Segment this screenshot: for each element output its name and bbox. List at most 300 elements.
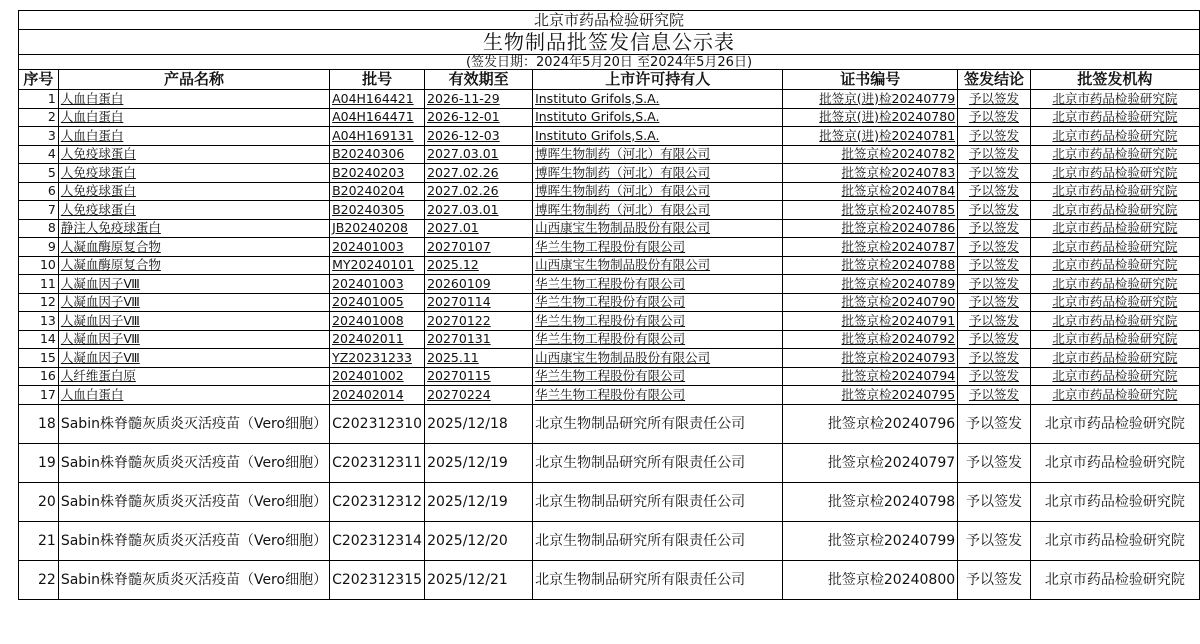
cell-conclusion: 予以签发: [958, 482, 1031, 521]
cell-holder: [533, 90, 783, 109]
cell-agency: [1030, 182, 1199, 201]
cell-cert-text: 批签京检20240782: [841, 146, 956, 161]
table-row: [19, 201, 1200, 220]
cell-cert-text: 批签京检20240792: [841, 331, 956, 346]
cell-product-name: [58, 330, 329, 349]
cell-batch-text: MY20240101: [332, 257, 415, 272]
cell-seq: 15: [19, 349, 59, 368]
cell-batch-text: A04H169131: [332, 127, 414, 143]
cell-product-name-text: 人血白蛋白: [60, 386, 124, 402]
cell-cert: 批签京检20240799: [783, 521, 958, 560]
cell-expiry: [425, 164, 533, 183]
cell-expiry: [425, 256, 533, 275]
cell-holder: [533, 219, 783, 238]
cell-product-name-text: 人血白蛋白: [60, 127, 124, 143]
cell-agency: [1030, 145, 1199, 164]
cell-agency: [1030, 293, 1199, 312]
cell-batch-text: B20240204: [332, 183, 405, 198]
cell-expiry-text: 2027.02.26: [427, 183, 499, 198]
cell-agency-text: 北京市药品检验研究院: [1052, 331, 1178, 346]
cell-expiry: 2025/12/21: [425, 560, 533, 599]
cell-agency: [1030, 386, 1199, 405]
cell-agency-text: 北京市药品检验研究院: [1052, 183, 1178, 198]
cell-cert-text: 批签京检20240783: [841, 164, 956, 180]
cell-cert-text: 批签京检20240785: [841, 201, 956, 217]
cell-expiry: 2025/12/19: [425, 443, 533, 482]
cell-cert: [783, 219, 958, 238]
cell-cert: [783, 90, 958, 109]
batch-release-table: [18, 10, 1200, 600]
cell-cert-text: 批签京检20240784: [841, 183, 956, 198]
cell-conclusion: [958, 312, 1031, 331]
cell-agency-text: 北京市药品检验研究院: [1052, 201, 1178, 217]
cell-agency: [1030, 367, 1199, 386]
cell-cert-text: 批签京检20240795: [841, 386, 956, 402]
cell-product-name-text: 人免疫球蛋白: [60, 164, 136, 180]
table-row: [19, 349, 1200, 368]
cell-product-name: [58, 108, 329, 127]
cell-seq: 8: [19, 219, 59, 238]
cell-expiry: [425, 293, 533, 312]
cell-batch-text: A04H164471: [332, 109, 414, 124]
cell-seq: 13: [19, 312, 59, 331]
cell-product-name: [58, 349, 329, 368]
cell-expiry: [425, 386, 533, 405]
cell-expiry-text: 20260109: [427, 275, 491, 291]
cell-conclusion-text: 予以签发: [968, 275, 1019, 291]
cell-cert: 批签京检20240800: [783, 560, 958, 599]
cell-product-name-text: 人凝血酶原复合物: [60, 238, 161, 254]
cell-batch: [330, 145, 425, 164]
cell-cert: [783, 386, 958, 405]
cell-agency-text: 北京市药品检验研究院: [1052, 146, 1178, 161]
col-header-product: 产品名称: [58, 70, 329, 90]
cell-holder-text: 山西康宝生物制品股份有限公司: [535, 257, 711, 272]
cell-agency: [1030, 219, 1199, 238]
cell-batch: [330, 386, 425, 405]
cell-holder-text: 华兰生物工程股份有限公司: [535, 331, 686, 346]
cell-conclusion: [958, 219, 1031, 238]
cell-agency-text: 北京市药品检验研究院: [1052, 164, 1178, 180]
cell-product-name-text: 人凝血因子Ⅷ: [60, 349, 140, 365]
cell-cert-text: 批签京检20240791: [841, 312, 956, 328]
cell-agency-text: 北京市药品检验研究院: [1052, 127, 1178, 143]
cell-expiry-text: 2027.03.01: [427, 146, 499, 161]
cell-agency: [1030, 127, 1199, 146]
cell-seq: 21: [19, 521, 59, 560]
cell-holder-text: 博晖生物制药（河北）有限公司: [535, 164, 711, 180]
cell-conclusion-text: 予以签发: [968, 257, 1019, 272]
cell-holder-text: Instituto Grifols,S.A.: [535, 127, 660, 143]
col-header-cert: 证书编号: [783, 70, 958, 90]
cell-expiry: [425, 127, 533, 146]
cell-agency: 北京市药品检验研究院: [1030, 404, 1199, 443]
cell-seq: 20: [19, 482, 59, 521]
cell-conclusion: [958, 275, 1031, 294]
cell-holder: [533, 330, 783, 349]
cell-conclusion: 予以签发: [958, 560, 1031, 599]
cell-expiry: [425, 367, 533, 386]
cell-cert: [783, 182, 958, 201]
cell-conclusion-text: 予以签发: [968, 331, 1019, 346]
table-row: [19, 367, 1200, 386]
cell-seq: 9: [19, 238, 59, 257]
table-row: [19, 164, 1200, 183]
cell-agency-text: 北京市药品检验研究院: [1052, 238, 1178, 254]
cell-conclusion: [958, 349, 1031, 368]
cell-product-name: Sabin株脊髓灰质炎灭活疫苗（Vero细胞）: [58, 521, 329, 560]
institute-title: 北京市药品检验研究院: [19, 11, 1200, 30]
cell-seq: 10: [19, 256, 59, 275]
table-row: [19, 443, 1200, 482]
cell-agency: [1030, 108, 1199, 127]
cell-batch-text: 202401008: [332, 312, 404, 328]
cell-expiry: [425, 238, 533, 257]
cell-product-name-text: 人血白蛋白: [60, 90, 124, 106]
col-header-batch: 批号: [330, 70, 425, 90]
cell-product-name: [58, 90, 329, 109]
cell-holder: [533, 201, 783, 220]
cell-batch: [330, 349, 425, 368]
cell-batch: [330, 108, 425, 127]
cell-seq: 7: [19, 201, 59, 220]
cell-product-name-text: 人凝血因子Ⅷ: [60, 275, 140, 291]
cell-cert: [783, 238, 958, 257]
date-range: (签发日期：2024年5月20日 至2024年5月26日): [19, 55, 1200, 70]
cell-conclusion-text: 予以签发: [968, 294, 1019, 309]
cell-cert: [783, 127, 958, 146]
table-row: [19, 482, 1200, 521]
cell-conclusion: [958, 127, 1031, 146]
cell-expiry-text: 20270122: [427, 312, 491, 328]
cell-expiry-text: 2026-12-01: [427, 109, 500, 124]
table-row: [19, 256, 1200, 275]
table-row: [19, 521, 1200, 560]
table-row: [19, 145, 1200, 164]
cell-expiry: 2025/12/19: [425, 482, 533, 521]
cell-holder: [533, 349, 783, 368]
cell-conclusion: [958, 386, 1031, 405]
cell-conclusion: [958, 201, 1031, 220]
cell-cert: [783, 275, 958, 294]
cell-cert-text: 批签京检20240793: [841, 349, 956, 365]
cell-conclusion-text: 予以签发: [968, 220, 1019, 235]
cell-product-name-text: 静注人免疫球蛋白: [60, 220, 161, 235]
cell-expiry-text: 2027.03.01: [427, 201, 499, 217]
cell-batch-text: 202401005: [332, 294, 404, 309]
cell-conclusion: 予以签发: [958, 404, 1031, 443]
cell-holder-text: 华兰生物工程股份有限公司: [535, 312, 686, 328]
cell-batch: C202312311: [330, 443, 425, 482]
cell-expiry-text: 2025.12: [427, 257, 479, 272]
cell-batch: C202312312: [330, 482, 425, 521]
cell-seq: 22: [19, 560, 59, 599]
cell-agency: [1030, 349, 1199, 368]
cell-batch-text: 202402014: [332, 386, 404, 402]
cell-holder-text: 华兰生物工程股份有限公司: [535, 294, 686, 309]
column-header-row: [19, 70, 1200, 90]
cell-cert: [783, 330, 958, 349]
cell-conclusion: [958, 330, 1031, 349]
cell-expiry-text: 2026-11-29: [427, 90, 500, 106]
cell-seq: 11: [19, 275, 59, 294]
cell-holder-text: Instituto Grifols,S.A.: [535, 90, 660, 106]
cell-product-name: [58, 127, 329, 146]
cell-agency-text: 北京市药品检验研究院: [1052, 349, 1178, 365]
cell-holder: 北京生物制品研究所有限责任公司: [533, 482, 783, 521]
cell-batch-text: 202402011: [332, 331, 404, 346]
cell-holder: [533, 127, 783, 146]
cell-product-name-text: 人免疫球蛋白: [60, 183, 136, 198]
table-row: [19, 219, 1200, 238]
cell-agency: [1030, 90, 1199, 109]
cell-conclusion-text: 予以签发: [968, 127, 1019, 143]
cell-expiry-text: 2027.02.26: [427, 164, 499, 180]
cell-product-name: [58, 293, 329, 312]
cell-agency-text: 北京市药品检验研究院: [1052, 109, 1178, 124]
cell-cert: [783, 145, 958, 164]
cell-batch: [330, 164, 425, 183]
cell-agency: [1030, 312, 1199, 331]
cell-seq: 2: [19, 108, 59, 127]
cell-holder: 北京生物制品研究所有限责任公司: [533, 443, 783, 482]
cell-conclusion: [958, 145, 1031, 164]
cell-holder-text: 华兰生物工程股份有限公司: [535, 386, 686, 402]
cell-expiry: [425, 349, 533, 368]
cell-product-name: [58, 201, 329, 220]
cell-holder: [533, 386, 783, 405]
cell-agency-text: 北京市药品检验研究院: [1052, 368, 1178, 383]
cell-cert: [783, 293, 958, 312]
cell-cert: [783, 256, 958, 275]
cell-expiry-text: 20270107: [427, 238, 491, 254]
cell-product-name: [58, 275, 329, 294]
cell-holder: 北京生物制品研究所有限责任公司: [533, 560, 783, 599]
cell-cert: 批签京检20240796: [783, 404, 958, 443]
cell-product-name: [58, 164, 329, 183]
cell-seq: 4: [19, 145, 59, 164]
col-header-seq: 序号: [19, 70, 59, 90]
cell-expiry-text: 2025.11: [427, 349, 479, 365]
cell-conclusion: [958, 367, 1031, 386]
cell-cert: [783, 312, 958, 331]
cell-agency-text: 北京市药品检验研究院: [1052, 386, 1178, 402]
cell-batch: [330, 219, 425, 238]
cell-expiry: [425, 201, 533, 220]
cell-holder: [533, 275, 783, 294]
table-row: [19, 182, 1200, 201]
cell-holder-text: 博晖生物制药（河北）有限公司: [535, 183, 711, 198]
cell-batch: [330, 238, 425, 257]
cell-conclusion: [958, 182, 1031, 201]
cell-expiry-text: 2026-12-03: [427, 127, 500, 143]
cell-cert-text: 批签京检20240787: [841, 238, 956, 254]
cell-conclusion: [958, 164, 1031, 183]
cell-holder-text: 博晖生物制药（河北）有限公司: [535, 201, 711, 217]
cell-seq: 17: [19, 386, 59, 405]
cell-conclusion-text: 予以签发: [968, 312, 1019, 328]
cell-batch-text: B20240306: [332, 146, 405, 161]
cell-holder: [533, 182, 783, 201]
cell-cert: [783, 349, 958, 368]
cell-product-name: [58, 367, 329, 386]
cell-conclusion: [958, 238, 1031, 257]
cell-agency: [1030, 275, 1199, 294]
cell-seq: 19: [19, 443, 59, 482]
cell-cert: 批签京检20240797: [783, 443, 958, 482]
cell-agency-text: 北京市药品检验研究院: [1052, 90, 1178, 106]
cell-conclusion-text: 予以签发: [968, 368, 1019, 383]
cell-cert: [783, 164, 958, 183]
cell-expiry-text: 20270114: [427, 294, 491, 309]
cell-agency: [1030, 330, 1199, 349]
cell-seq: 6: [19, 182, 59, 201]
cell-product-name-text: 人凝血酶原复合物: [60, 257, 161, 272]
cell-batch: [330, 201, 425, 220]
cell-seq: 3: [19, 127, 59, 146]
cell-batch: [330, 367, 425, 386]
cell-holder: [533, 256, 783, 275]
cell-conclusion-text: 予以签发: [968, 201, 1019, 217]
table-row: [19, 90, 1200, 109]
cell-expiry: [425, 219, 533, 238]
cell-cert: [783, 367, 958, 386]
cell-product-name: Sabin株脊髓灰质炎灭活疫苗（Vero细胞）: [58, 404, 329, 443]
cell-agency: 北京市药品检验研究院: [1030, 482, 1199, 521]
cell-batch: [330, 312, 425, 331]
cell-seq: 1: [19, 90, 59, 109]
cell-batch: [330, 90, 425, 109]
cell-agency-text: 北京市药品检验研究院: [1052, 294, 1178, 309]
cell-agency: 北京市药品检验研究院: [1030, 443, 1199, 482]
cell-holder: [533, 293, 783, 312]
col-header-expiry: 有效期至: [425, 70, 533, 90]
cell-conclusion: 予以签发: [958, 443, 1031, 482]
cell-cert-text: 批签京检20240788: [841, 257, 956, 272]
cell-cert-text: 批签京(进)检20240779: [819, 90, 956, 106]
cell-batch: [330, 182, 425, 201]
cell-expiry-text: 20270131: [427, 331, 491, 346]
cell-cert-text: 批签京检20240789: [841, 275, 956, 291]
table-row: [19, 330, 1200, 349]
cell-agency: [1030, 256, 1199, 275]
table-row: [19, 127, 1200, 146]
cell-conclusion: [958, 90, 1031, 109]
cell-product-name: [58, 182, 329, 201]
cell-conclusion-text: 予以签发: [968, 146, 1019, 161]
cell-expiry: [425, 275, 533, 294]
cell-holder-text: 华兰生物工程股份有限公司: [535, 368, 686, 383]
cell-product-name: Sabin株脊髓灰质炎灭活疫苗（Vero细胞）: [58, 560, 329, 599]
table-row: [19, 293, 1200, 312]
cell-expiry: [425, 330, 533, 349]
table-row: [19, 238, 1200, 257]
cell-expiry: [425, 145, 533, 164]
cell-holder-text: 华兰生物工程股份有限公司: [535, 275, 686, 291]
cell-batch: C202312315: [330, 560, 425, 599]
cell-seq: 18: [19, 404, 59, 443]
cell-product-name: Sabin株脊髓灰质炎灭活疫苗（Vero细胞）: [58, 443, 329, 482]
cell-agency-text: 北京市药品检验研究院: [1052, 220, 1178, 235]
cell-batch: C202312310: [330, 404, 425, 443]
cell-holder: [533, 312, 783, 331]
col-header-agency: 批签发机构: [1030, 70, 1199, 90]
cell-holder: 北京生物制品研究所有限责任公司: [533, 521, 783, 560]
cell-cert: [783, 108, 958, 127]
table-row: [19, 404, 1200, 443]
cell-batch-text: 202401002: [332, 368, 404, 383]
cell-seq: 16: [19, 367, 59, 386]
cell-agency-text: 北京市药品检验研究院: [1052, 275, 1178, 291]
cell-product-name: [58, 219, 329, 238]
cell-expiry-text: 20270224: [427, 386, 491, 402]
cell-holder: [533, 367, 783, 386]
cell-product-name: Sabin株脊髓灰质炎灭活疫苗（Vero细胞）: [58, 482, 329, 521]
cell-batch: C202312314: [330, 521, 425, 560]
cell-product-name-text: 人纤维蛋白原: [60, 368, 136, 383]
table-row: [19, 108, 1200, 127]
cell-conclusion-text: 予以签发: [968, 90, 1019, 106]
cell-expiry: 2025/12/20: [425, 521, 533, 560]
cell-cert-text: 批签京检20240794: [841, 368, 956, 383]
cell-batch: [330, 256, 425, 275]
cell-holder-text: 华兰生物工程股份有限公司: [535, 238, 686, 254]
cell-product-name: [58, 145, 329, 164]
cell-expiry-text: 20270115: [427, 368, 491, 383]
cell-conclusion: [958, 293, 1031, 312]
cell-expiry: [425, 312, 533, 331]
cell-holder: [533, 238, 783, 257]
cell-product-name-text: 人血白蛋白: [60, 109, 124, 124]
cell-holder-text: 博晖生物制药（河北）有限公司: [535, 146, 711, 161]
cell-expiry: [425, 108, 533, 127]
cell-batch: [330, 330, 425, 349]
cell-batch-text: B20240203: [332, 164, 405, 180]
cell-holder: [533, 108, 783, 127]
col-header-conclusion: 签发结论: [958, 70, 1031, 90]
cell-seq: 12: [19, 293, 59, 312]
cell-agency-text: 北京市药品检验研究院: [1052, 257, 1178, 272]
cell-holder-text: 山西康宝生物制品股份有限公司: [535, 220, 711, 235]
cell-seq: 5: [19, 164, 59, 183]
cell-seq: 14: [19, 330, 59, 349]
cell-batch-text: JB20240208: [332, 220, 408, 235]
cell-batch: [330, 293, 425, 312]
cell-cert-text: 批签京检20240786: [841, 220, 956, 235]
cell-product-name-text: 人免疫球蛋白: [60, 146, 136, 161]
cell-product-name: [58, 238, 329, 257]
cell-product-name: [58, 256, 329, 275]
cell-conclusion-text: 予以签发: [968, 183, 1019, 198]
cell-cert: [783, 201, 958, 220]
cell-agency: [1030, 201, 1199, 220]
cell-conclusion-text: 予以签发: [968, 386, 1019, 402]
cell-conclusion: [958, 108, 1031, 127]
cell-expiry: [425, 90, 533, 109]
table-row: [19, 560, 1200, 599]
cell-agency: [1030, 238, 1199, 257]
cell-holder-text: 山西康宝生物制品股份有限公司: [535, 349, 711, 365]
cell-cert-text: 批签京(进)检20240780: [819, 109, 956, 124]
cell-expiry: [425, 182, 533, 201]
cell-conclusion: [958, 256, 1031, 275]
cell-batch: [330, 275, 425, 294]
cell-conclusion-text: 予以签发: [968, 349, 1019, 365]
table-row: [19, 275, 1200, 294]
cell-agency: 北京市药品检验研究院: [1030, 560, 1199, 599]
cell-product-name-text: 人凝血因子Ⅷ: [60, 294, 140, 309]
page-title: 生物制品批签发信息公示表: [19, 30, 1200, 55]
